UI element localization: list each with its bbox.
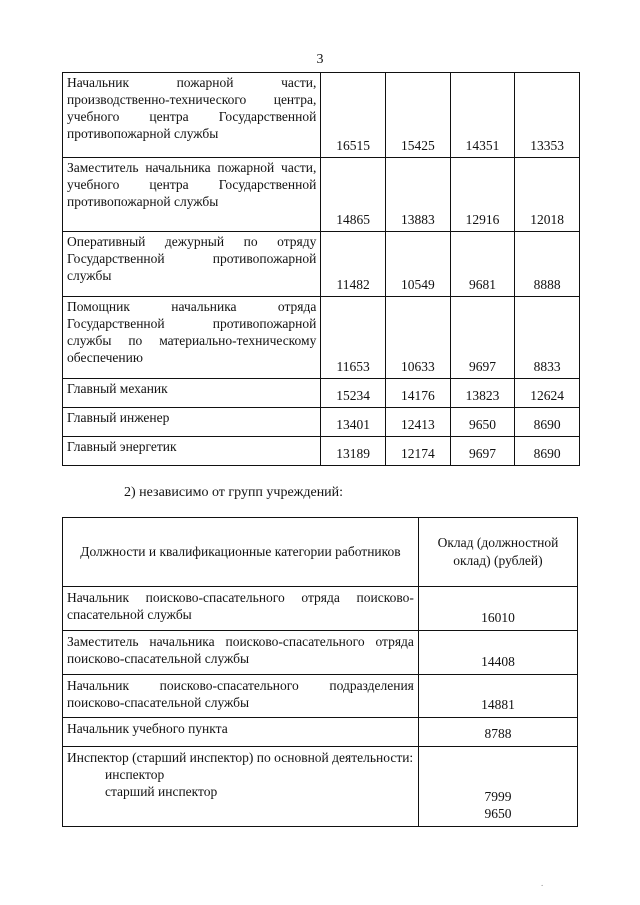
table-header-row	[63, 518, 578, 587]
table-row	[63, 747, 578, 827]
table-row	[63, 379, 580, 408]
position-name: Главный механик	[63, 379, 321, 408]
position-name-inspector	[63, 747, 419, 827]
salary-cell: 15234	[321, 379, 386, 408]
table-row	[63, 675, 578, 718]
salary-cell: 13401	[321, 408, 386, 437]
header-position: Должности и квалификационные категории работников	[63, 518, 419, 587]
salary-cell: 9650	[450, 408, 515, 437]
salary-cell: 14408	[418, 631, 577, 675]
position-name: Главный инженер	[63, 408, 321, 437]
position-name: Начальник учебного пункта	[63, 718, 419, 747]
salary-cell-inspector	[418, 747, 577, 827]
salary-cell: 11653	[321, 297, 386, 379]
position-name: Заместитель начальника пожарной части, учебного центра Государственной противопожарной службы	[63, 158, 321, 232]
scan-mark: .	[541, 878, 544, 888]
inspector-heading: Инспектор (старший инспектор) по основной деятельности:	[67, 750, 414, 765]
inspector-salary: 7999	[484, 789, 512, 804]
salary-cell: 12413	[386, 408, 451, 437]
table-row	[63, 437, 580, 466]
senior-inspector-sub-name: старший инспектор	[105, 784, 218, 799]
salary-cell: 13353	[515, 73, 580, 158]
salary-cell: 8888	[515, 232, 580, 297]
salary-table-independent	[62, 517, 578, 827]
position-name: Помощник начальника отряда Государственной противопожарной службы по материально-техническому обеспечению	[63, 297, 321, 379]
salary-cell: 14865	[321, 158, 386, 232]
salary-cell: 11482	[321, 232, 386, 297]
position-name: Начальник поисково-спасательного подразделения поисково-спасательной службы	[63, 675, 419, 718]
salary-cell: 12624	[515, 379, 580, 408]
inspector-sub-name: инспектор	[105, 767, 165, 782]
salary-cell: 13823	[450, 379, 515, 408]
header-salary: Оклад (должностной оклад) (рублей)	[418, 518, 577, 587]
page-number: 3	[316, 52, 324, 67]
senior-inspector-salary: 9650	[484, 806, 512, 821]
table-row	[63, 718, 578, 747]
salary-cell: 8788	[418, 718, 577, 747]
position-name: Начальник пожарной части, производственно-технического центра, учебного центра Государственной противопожарной службы	[63, 73, 321, 158]
table-row	[63, 232, 580, 297]
salary-cell: 10633	[386, 297, 451, 379]
position-name: Начальник поисково-спасательного отряда поисково-спасательной службы	[63, 587, 419, 631]
salary-cell: 15425	[386, 73, 451, 158]
table-row	[63, 158, 580, 232]
salary-cell: 13189	[321, 437, 386, 466]
salary-cell: 8690	[515, 408, 580, 437]
salary-cell: 8690	[515, 437, 580, 466]
table-row	[63, 631, 578, 675]
table-row	[63, 73, 580, 158]
salary-cell: 16010	[418, 587, 577, 631]
table-row	[63, 408, 580, 437]
salary-cell: 16515	[321, 73, 386, 158]
salary-cell: 14176	[386, 379, 451, 408]
salary-cell: 8833	[515, 297, 580, 379]
salary-cell: 9681	[450, 232, 515, 297]
salary-cell: 14881	[418, 675, 577, 718]
salary-cell: 9697	[450, 437, 515, 466]
position-name: Заместитель начальника поисково-спасательного отряда поисково-спасательной службы	[63, 631, 419, 675]
salary-cell: 12018	[515, 158, 580, 232]
position-name: Оперативный дежурный по отряду Государственной противопожарной службы	[63, 232, 321, 297]
salary-cell: 12916	[450, 158, 515, 232]
salary-cell: 13883	[386, 158, 451, 232]
position-name: Главный энергетик	[63, 437, 321, 466]
table-row	[63, 587, 578, 631]
section-intro: 2) независимо от групп учреждений:	[124, 485, 344, 500]
salary-cell: 14351	[450, 73, 515, 158]
salary-table-by-group	[62, 72, 580, 466]
salary-cell: 9697	[450, 297, 515, 379]
table-row	[63, 297, 580, 379]
salary-cell: 10549	[386, 232, 451, 297]
salary-cell: 12174	[386, 437, 451, 466]
